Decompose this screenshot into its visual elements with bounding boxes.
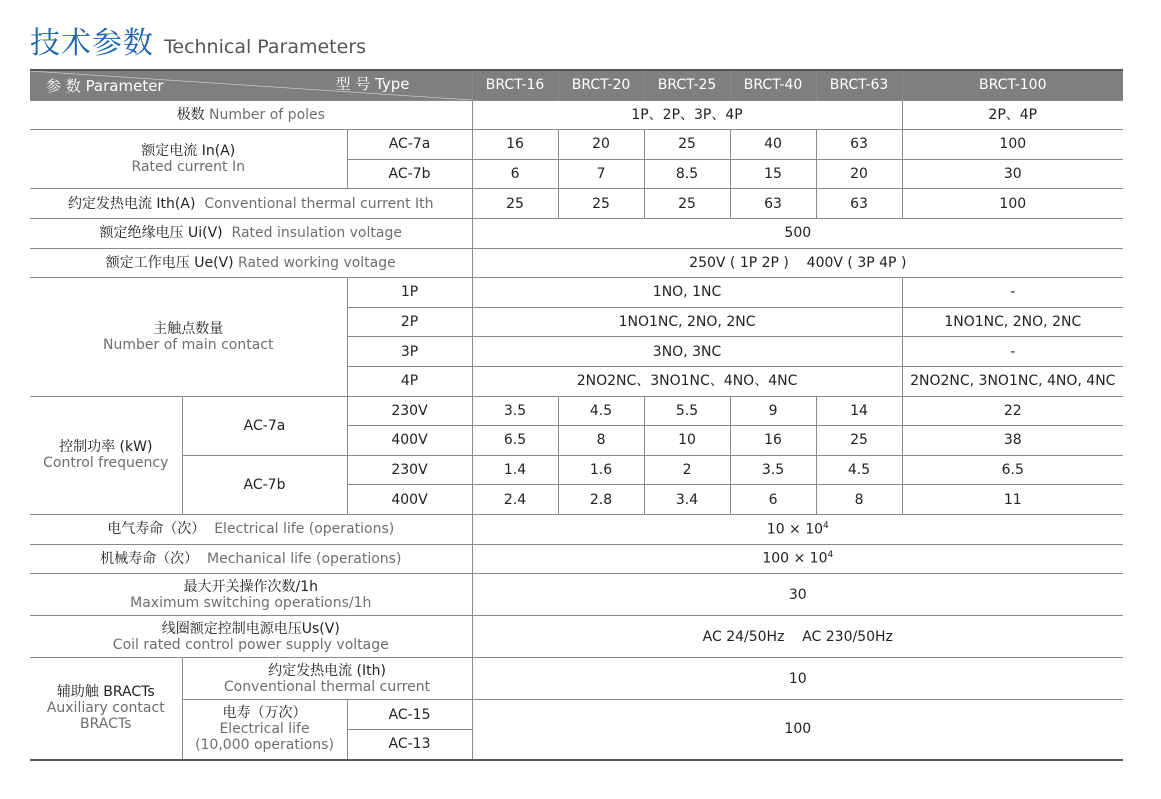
title-en: Technical Parameters: [164, 36, 367, 58]
model-header: BRCT-25: [644, 70, 730, 100]
row-label: 机械寿命（次） Mechanical life (operations): [30, 544, 472, 574]
sub-label: AC-7b: [182, 455, 347, 514]
table-cell: -: [902, 278, 1123, 308]
table-cell: 9: [730, 396, 816, 426]
table-row: [30, 700, 1123, 730]
title-cn: 技术参数: [30, 26, 154, 61]
table-cell: 10: [472, 658, 1123, 700]
sub-label: 3P: [347, 337, 472, 367]
row-label: 控制功率 (kW) Control frequency: [30, 396, 182, 514]
table-cell: 3.5: [472, 396, 558, 426]
table-cell: 1P、2P、3P、4P: [472, 100, 902, 130]
table-row: [30, 658, 1123, 700]
table-row: [30, 616, 1123, 658]
table-cell: 100: [472, 700, 1123, 760]
table-cell: 100: [902, 189, 1123, 219]
table-cell: 500: [472, 218, 1123, 248]
table-row: [30, 248, 1123, 278]
table-cell: 15: [730, 159, 816, 189]
sub-label: 4P: [347, 366, 472, 396]
sub-label: AC-13: [347, 730, 472, 760]
header-corner-cell: [30, 70, 472, 100]
table-row: [30, 396, 1123, 426]
table-cell: 11: [902, 485, 1123, 515]
table-cell: 25: [644, 130, 730, 160]
table-cell: 40: [730, 130, 816, 160]
table-cell: 63: [816, 189, 902, 219]
table-cell: 1.6: [558, 455, 644, 485]
table-cell: 20: [816, 159, 902, 189]
table-cell: 6: [472, 159, 558, 189]
table-cell: AC 24/50Hz AC 230/50Hz: [472, 616, 1123, 658]
table-cell: 1NO1NC, 2NO, 2NC: [472, 307, 902, 337]
table-row: [30, 130, 1123, 160]
table-cell: 16: [472, 130, 558, 160]
table-cell: -: [902, 337, 1123, 367]
row-label: 辅助触 BRACTs Auxiliary contact BRACTs: [30, 658, 182, 760]
table-cell: 2P、4P: [902, 100, 1123, 130]
table-row: [30, 544, 1123, 574]
row-label: 主触点数量 Number of main contact: [30, 278, 347, 396]
model-header: BRCT-16: [472, 70, 558, 100]
table-row: [30, 278, 1123, 308]
voltage-label: 400V: [347, 485, 472, 515]
row-label: 极数 Number of poles: [30, 100, 472, 130]
model-header: BRCT-40: [730, 70, 816, 100]
table-cell: 8: [816, 485, 902, 515]
table-cell: 100: [902, 130, 1123, 160]
table-cell: 25: [558, 189, 644, 219]
voltage-label: 400V: [347, 426, 472, 456]
row-label: 最大开关操作次数/1h Maximum switching operations/1h: [30, 574, 472, 616]
sub-label: AC-7b: [347, 159, 472, 189]
table-cell: 30: [472, 574, 1123, 616]
table-cell: 25: [644, 189, 730, 219]
header-row: [30, 70, 1123, 100]
row-label: 额定电流 In(A) Rated current In: [30, 130, 347, 189]
row-label: 约定发热电流 Ith(A) Conventional thermal current Ith: [30, 189, 472, 219]
table-cell: 1NO, 1NC: [472, 278, 902, 308]
table-cell: 20: [558, 130, 644, 160]
table-cell: 63: [816, 130, 902, 160]
table-cell: 30: [902, 159, 1123, 189]
table-row: [30, 100, 1123, 130]
row-label: 线圈额定控制电源电压Us(V) Coil rated control power supply voltage: [30, 616, 472, 658]
table-cell: 8.5: [644, 159, 730, 189]
table-cell: 1.4: [472, 455, 558, 485]
sub-label: 电寿（万次） Electrical life (10,000 operations): [182, 700, 347, 760]
table-row: [30, 189, 1123, 219]
table-cell: 25: [472, 189, 558, 219]
table-row: [30, 514, 1123, 544]
row-label: 额定绝缘电压 Ui(V) Rated insulation voltage: [30, 218, 472, 248]
sub-label: AC-15: [347, 700, 472, 730]
table-cell: 10: [644, 426, 730, 456]
table-cell: 63: [730, 189, 816, 219]
table-cell: 3NO, 3NC: [472, 337, 902, 367]
sub-label: AC-7a: [347, 130, 472, 160]
header-parameter-label: 参 数 Parameter: [46, 77, 164, 96]
voltage-label: 230V: [347, 455, 472, 485]
technical-parameters-table: [30, 69, 1123, 761]
sub-label: 约定发热电流 (Ith) Conventional thermal current: [182, 658, 472, 700]
voltage-label: 230V: [347, 396, 472, 426]
table-cell: 2.4: [472, 485, 558, 515]
table-cell: 14: [816, 396, 902, 426]
table-cell: 2NO2NC、3NO1NC、4NO、4NC: [472, 366, 902, 396]
table-row: [30, 218, 1123, 248]
table-cell: 7: [558, 159, 644, 189]
table-cell: 1NO1NC, 2NO, 2NC: [902, 307, 1123, 337]
table-cell: 4.5: [816, 455, 902, 485]
table-cell: $10 \times 10^4$: [472, 514, 1123, 544]
table-cell: 38: [902, 426, 1123, 456]
table-cell: 6.5: [472, 426, 558, 456]
table-cell: 16: [730, 426, 816, 456]
row-label: 额定工作电压 Ue(V) Rated working voltage: [30, 248, 472, 278]
sub-label: 2P: [347, 307, 472, 337]
table-cell: 2: [644, 455, 730, 485]
table-row: [30, 574, 1123, 616]
table-cell: 8: [558, 426, 644, 456]
table-cell: 25: [816, 426, 902, 456]
table-cell: 250V ( 1P 2P ) 400V ( 3P 4P ): [472, 248, 1123, 278]
header-type-label: 型 号 Type: [335, 75, 410, 93]
page-title: [30, 18, 367, 61]
sub-label: 1P: [347, 278, 472, 308]
table-cell: 6: [730, 485, 816, 515]
sub-label: AC-7a: [182, 396, 347, 455]
table-cell: 22: [902, 396, 1123, 426]
table-cell: 3.5: [730, 455, 816, 485]
row-label: 电气寿命（次） Electrical life (operations): [30, 514, 472, 544]
model-header: BRCT-20: [558, 70, 644, 100]
model-header: BRCT-63: [816, 70, 902, 100]
table-cell: 2NO2NC, 3NO1NC, 4NO, 4NC: [902, 366, 1123, 396]
table-cell: 3.4: [644, 485, 730, 515]
model-header: BRCT-100: [902, 70, 1123, 100]
table-cell: 4.5: [558, 396, 644, 426]
table-cell: 5.5: [644, 396, 730, 426]
table-row: [30, 455, 1123, 485]
table-cell: 6.5: [902, 455, 1123, 485]
table-cell: $100 \times 10^4$: [472, 544, 1123, 574]
table-cell: 2.8: [558, 485, 644, 515]
